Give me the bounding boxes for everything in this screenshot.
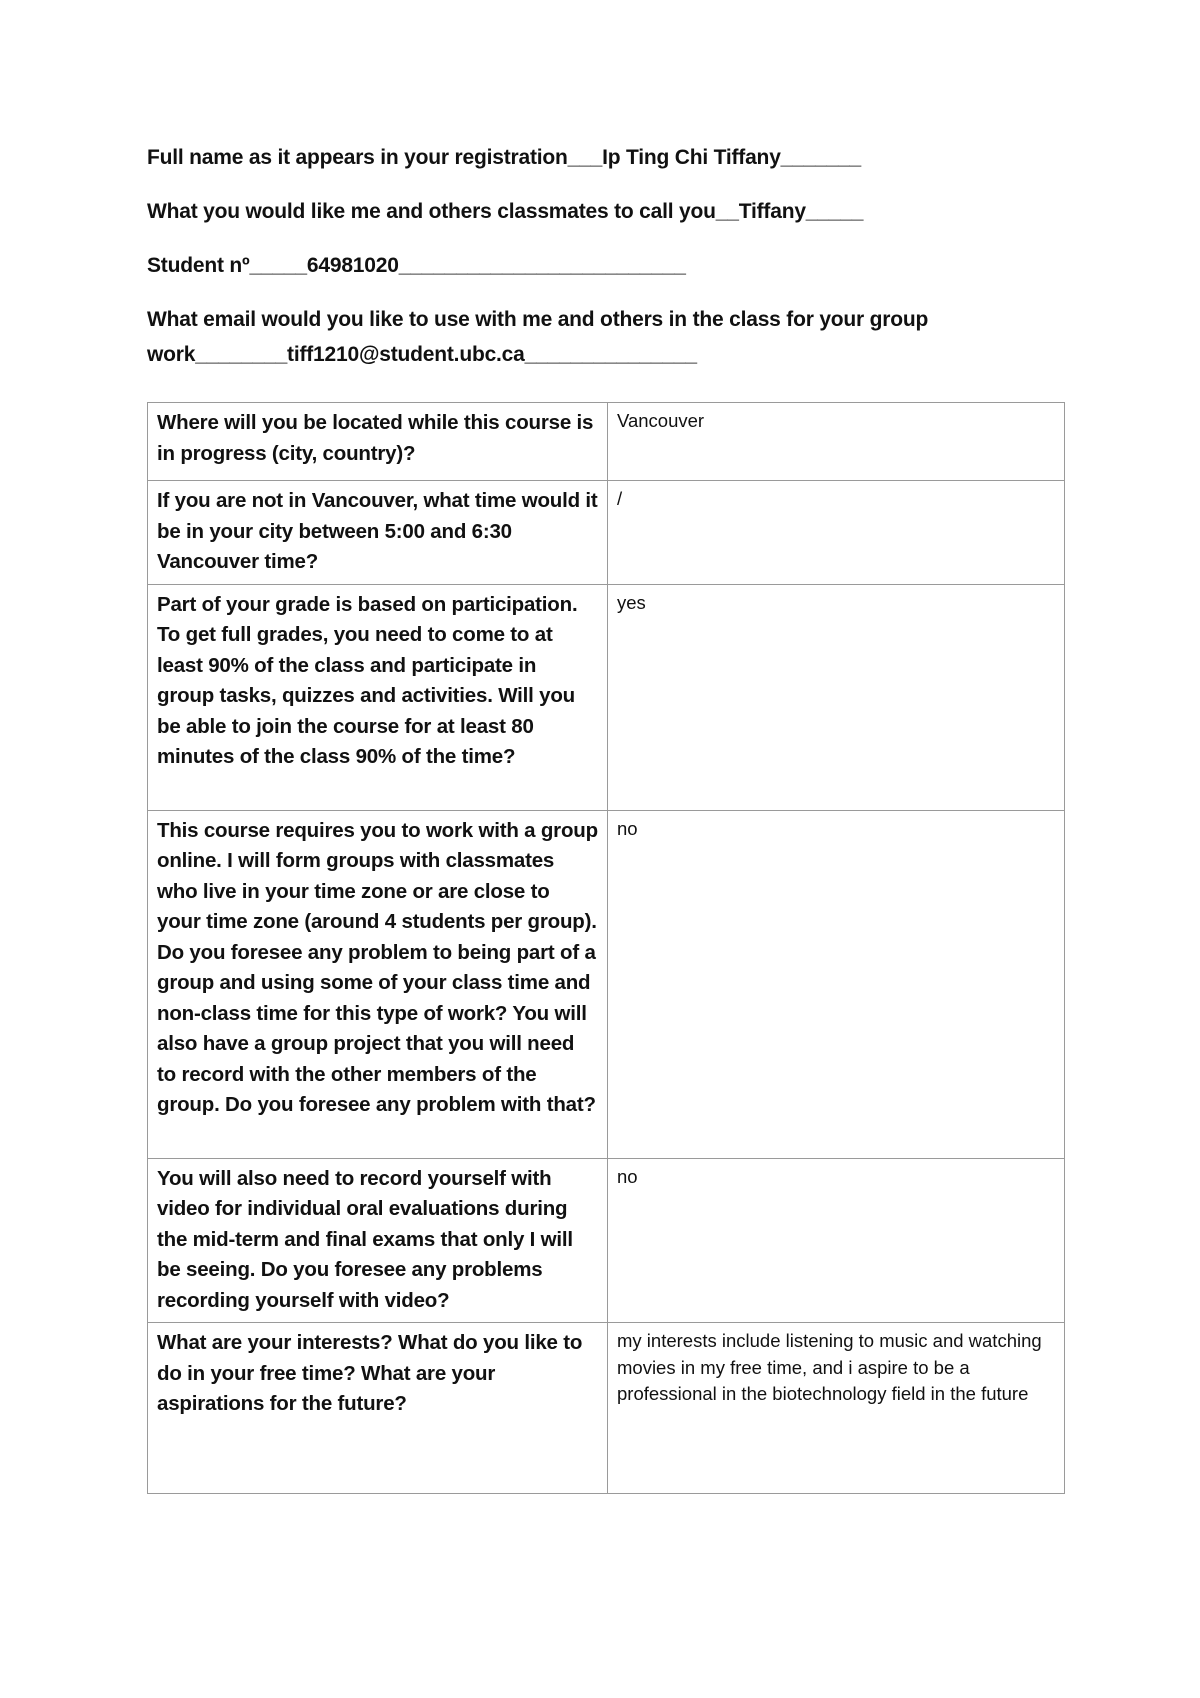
email-line: What email would you like to use with me and others in the class for your group work________tiff1210@student.ubc.ca_______________ bbox=[147, 308, 929, 366]
table-row bbox=[148, 1323, 1065, 1494]
answer-cell: my interests include listening to music and watching movies in my free time, and i aspire to be a professional in the biotechnology field in the future bbox=[608, 1323, 1065, 1494]
table-row bbox=[148, 584, 1065, 810]
student-number-line: Student nº_____64981020_________________________ bbox=[147, 254, 686, 277]
answer-cell: Vancouver bbox=[608, 403, 1065, 481]
question-cell: You will also need to record yourself with video for individual oral evaluations during the mid-term and final exams that only I will be seeing. Do you foresee any problems recording yourself with video? bbox=[148, 1158, 608, 1323]
answer-cell: no bbox=[608, 1158, 1065, 1323]
question-cell: Part of your grade is based on participation. To get full grades, you need to come to at least 90% of the class and participate in group tasks, quizzes and activities. Will you be able to join the course for at least 80 minutes of the class 90% of the time? bbox=[148, 584, 608, 810]
question-cell: If you are not in Vancouver, what time would it be in your city between 5:00 and 6:30 Vancouver time? bbox=[148, 481, 608, 585]
question-cell: What are your interests? What do you like to do in your free time? What are your aspirations for the future? bbox=[148, 1323, 608, 1494]
table-row bbox=[148, 1158, 1065, 1323]
answer-cell: yes bbox=[608, 584, 1065, 810]
table-row bbox=[148, 403, 1065, 481]
table-row bbox=[148, 810, 1065, 1158]
nickname-line: What you would like me and others classmates to call you__Tiffany_____ bbox=[147, 200, 864, 223]
answer-cell: / bbox=[608, 481, 1065, 585]
questionnaire-table bbox=[147, 402, 1065, 1494]
table-row bbox=[148, 481, 1065, 585]
question-cell: Where will you be located while this course is in progress (city, country)? bbox=[148, 403, 608, 481]
answer-cell: no bbox=[608, 810, 1065, 1158]
question-cell: This course requires you to work with a group online. I will form groups with classmates who live in your time zone or are close to your time zone (around 4 students per group). Do you foresee any problem to being part of a group and using some of your class time and non-class time for this type of work? You will also have a group project that you will need to record with the other members of the group. Do you foresee any problem with that? bbox=[148, 810, 608, 1158]
full-name-line: Full name as it appears in your registration___Ip Ting Chi Tiffany_______ bbox=[147, 146, 862, 169]
